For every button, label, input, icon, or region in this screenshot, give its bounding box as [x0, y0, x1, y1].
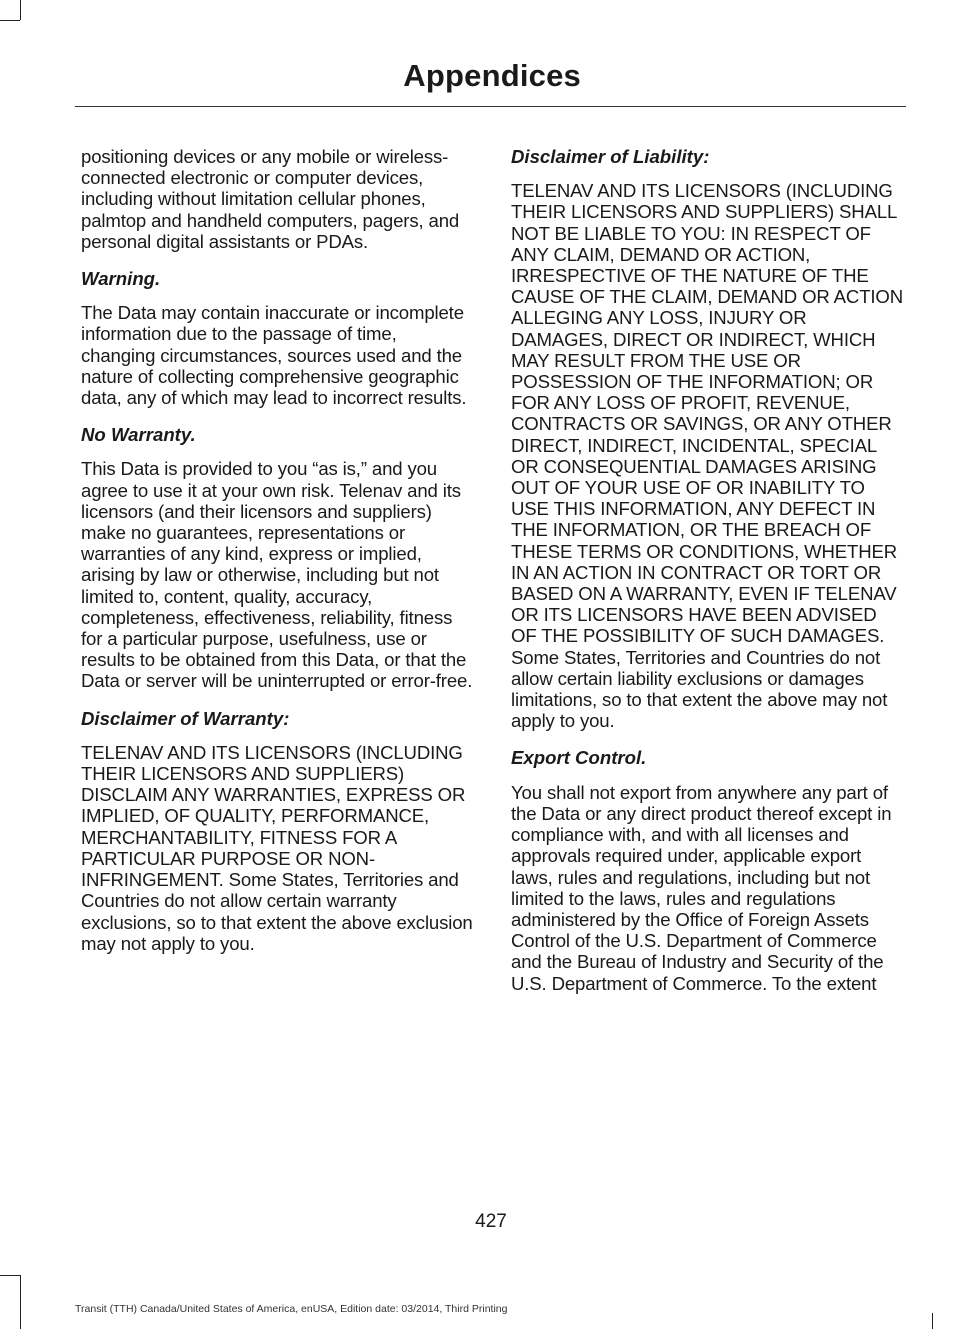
warning-paragraph: The Data may contain inaccurate or incomplete information due to the passage of time, changing circumstances, sources used and the nature of collecting comprehensive geographic data, any of which may lead to incorrect results.	[81, 302, 467, 409]
crop-mark-bottom-right-vertical	[932, 1313, 933, 1329]
right-column	[511, 146, 903, 1010]
no-warranty-heading: No Warranty.	[81, 424, 196, 446]
intro-paragraph: positioning devices or any mobile or wireless-connected electronic or computer devices, including without limitation cellular phones, palmtop and handheld computers, pagers, and personal digital assistants or PDAs.	[81, 146, 460, 252]
warning-heading: Warning.	[81, 268, 161, 290]
crop-mark-top-left-vertical	[20, 0, 21, 20]
export-control-paragraph: You shall not export from anywhere any part of the Data or any direct product thereof except in compliance with, and with all licenses and approvals required under, applicable export laws, rules and regulations, including but not limited to the laws, rules and regulations administered by the Office of Foreign Assets Control of the U.S. Department of Commerce and the Bureau of Industry and Security of the U.S. Department of Commerce. To the extent	[511, 781, 892, 994]
left-column	[81, 146, 473, 970]
no-warranty-paragraph: This Data is provided to you “as is,” and you agree to use it at your own risk. Telenav and its licensors (and their licensors and suppliers) make no guarantees, representations or warranties of any kind, express or implied, arising by law or otherwise, including but not limited to, content, quality, accuracy, completeness, effectiveness, reliability, fitness for a particular purpose, usefulness, use or results to be obtained from this Data, or that the Data or server will be uninterrupted or error-free.	[81, 458, 473, 692]
disclaimer-liability-paragraph: TELENAV AND ITS LICENSORS (INCLUDING THEIR LICENSORS AND SUPPLIERS) SHALL NOT BE LIABLE TO YOU: IN RESPECT OF ANY CLAIM, DEMAND OR ACTION, IRRESPECTIVE OF THE NATURE OF THE CAUSE OF THE CLAIM, DEMAND OR ACTION ALLEGING ANY LOSS, INJURY OR DAMAGES, DIRECT OR INDIRECT, WHICH MAY RESULT FROM THE USE OR POSSESSION OF THE INFORMATION; OR FOR ANY LOSS OF PROFIT, REVENUE, CONTRACTS OR SAVINGS, OR ANY OTHER DIRECT, INDIRECT, INCIDENTAL, SPECIAL OR CONSEQUENTIAL DAMAGES ARISING OUT OF YOUR USE OF OR INABILITY TO USE THIS INFORMATION, ANY DEFECT IN THE INFORMATION, OR THE BREACH OF THESE TERMS OR CONDITIONS, WHETHER IN AN ACTION IN CONTRACT OR TORT OR BASED ON A WARRANTY, EVEN IF TELENAV OR ITS LICENSORS HAVE BEEN ADVISED OF THE POSSIBILITY OF SUCH DAMAGES. Some States, Territories and Countries do not allow certain liability exclusions or damages limitations, so to that extent the above may not apply to you.	[511, 180, 904, 732]
footer-edition-info: Transit (TTH) Canada/United States of America, enUSA, Edition date: 03/2014, Third Printing	[75, 1303, 508, 1315]
disclaimer-liability-heading: Disclaimer of Liability:	[511, 146, 710, 167]
export-control-heading: Export Control.	[511, 747, 647, 769]
page-number: 427	[475, 1211, 507, 1232]
page-title: Appendices	[403, 58, 581, 93]
crop-mark-bottom-left-vertical	[20, 1275, 21, 1329]
disclaimer-warranty-paragraph: TELENAV AND ITS LICENSORS (INCLUDING THEIR LICENSORS AND SUPPLIERS) DISCLAIM ANY WARRANTIES, EXPRESS OR IMPLIED, OF QUALITY, PERFORMANCE, MERCHANTABILITY, FITNESS FOR A PARTICULAR PURPOSE OR NON-INFRINGEMENT. Some States, Territories and Countries do not allow certain warranty exclusions, so to that extent the above exclusion may not apply to you.	[81, 741, 473, 954]
header-divider	[75, 106, 906, 107]
crop-mark-bottom-left-horizontal	[0, 1275, 20, 1276]
crop-mark-top-left-horizontal	[0, 20, 20, 21]
disclaimer-warranty-heading: Disclaimer of Warranty:	[81, 707, 290, 729]
